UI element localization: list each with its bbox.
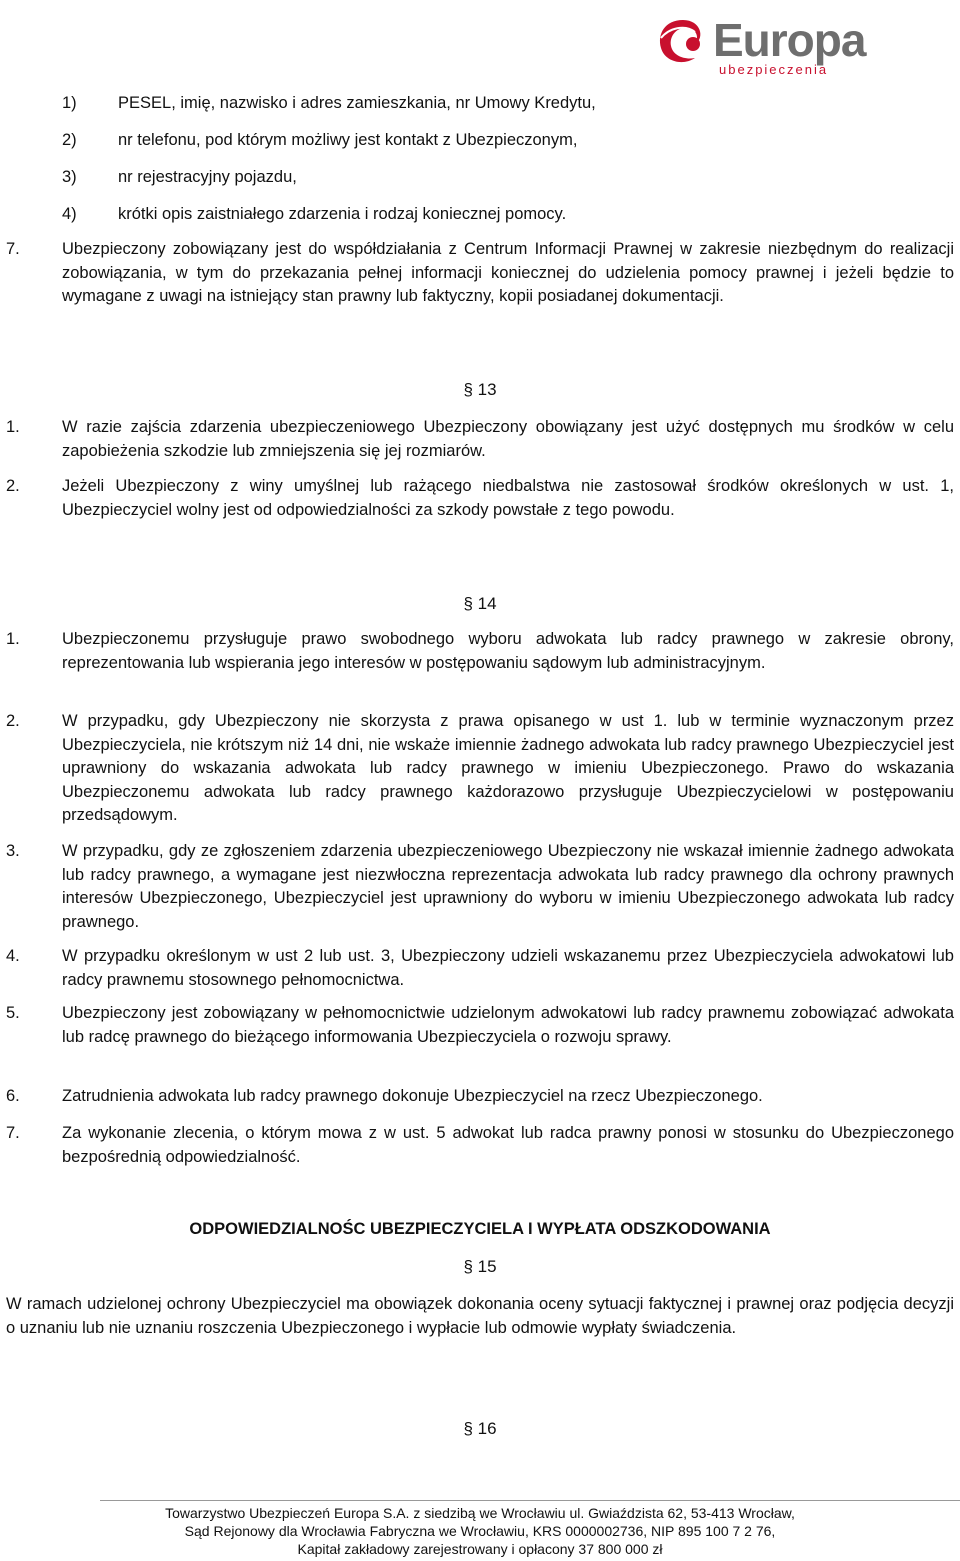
section-15-mark: § 15 — [463, 1257, 497, 1276]
section-number: 14 — [477, 594, 497, 613]
section-14-item-1 — [6, 628, 954, 675]
logo-tagline-text: ubezpieczenia — [719, 62, 829, 77]
page-footer — [0, 1504, 960, 1558]
paragraph-number: 7. — [6, 1124, 20, 1142]
paragraph-number: 1. — [6, 418, 20, 436]
section-heading: ODPOWIEDZIALNOŚC UBEZPIECZYCIELA I WYPŁATA ODSZKODOWANIA — [189, 1220, 771, 1238]
section-14-item-2 — [6, 710, 954, 828]
list-item — [62, 93, 596, 113]
europa-logo-graphic — [655, 8, 955, 78]
section-number: 15 — [477, 1257, 497, 1276]
paragraph-text: W przypadku określonym w ust 2 lub ust. 3, Ubezpieczony udzieli wskazanemu przez Ubezpieczyciela adwokatowi lub radcy prawnemu stosownego pełnomocnictwa. — [62, 947, 954, 989]
paragraph-number: 5. — [6, 1004, 20, 1022]
section-13-item-2 — [6, 475, 954, 522]
paragraph-number: 7. — [6, 240, 20, 258]
footer-line: Towarzystwo Ubezpieczeń Europa S.A. z siedzibą we Wrocławiu ul. Gwiaździsta 62, 53-413 Wrocław, — [165, 1505, 795, 1521]
paragraph-number: 2. — [6, 477, 20, 495]
footer-line: Kapitał zakładowy zarejestrowany i opłacony 37 800 000 zł — [297, 1541, 663, 1557]
section-14-mark: § 14 — [463, 594, 497, 613]
paragraph-text: W przypadku, gdy Ubezpieczony nie skorzysta z prawa opisanego w ust 1. lub w terminie wyznaczonym przez Ubezpieczyciela, nie krótszym niż 14 dni, nie wskaże imiennie żadnego adwokata lub radcy prawnego Ubezpieczyciel jest uprawniony do wskazania adwokata lub radcy prawnego w imieniu Ubezpieczonego. Prawo do wskazania Ubezpieczonemu adwokata lub radcy prawnego każdorazowo przysługuje Ubezpieczycielowi w postępowaniu przedsądowym. — [62, 712, 954, 824]
footer-line: Sąd Rejonowy dla Wrocławia Fabryczna we Wrocławiu, KRS 0000002736, NIP 895 100 7 2 76, — [184, 1523, 776, 1539]
section-14-item-6 — [6, 1085, 954, 1109]
paragraph-number: 6. — [6, 1087, 20, 1105]
list-item-text: krótki opis zaistniałego zdarzenia i rodzaj koniecznej pomocy. — [118, 205, 567, 223]
list-item-text: nr telefonu, pod którym możliwy jest kontakt z Ubezpieczonym, — [118, 131, 578, 149]
list-item-text: nr rejestracyjny pojazdu, — [118, 168, 297, 186]
europa-logo — [655, 8, 955, 78]
list-item-text: PESEL, imię, nazwisko i adres zamieszkania, nr Umowy Kredytu, — [118, 94, 596, 112]
paragraph-text: Ubezpieczony zobowiązany jest do współdziałania z Centrum Informacji Prawnej w zakresie niezbędnym do realizacji zobowiązania, w tym do przekazania pełnej informacji koniecznej do udzielenia pomocy prawnej i jeżeli będzie to wymagane z uwagi na istniejący stan prawny lub faktyczny, kopii posiadanej dokumentacji. — [62, 240, 954, 305]
paragraph-text: Ubezpieczony jest zobowiązany w pełnomocnictwie udzielonym adwokatowi lub radcy prawnemu zobowiązać adwokata lub radcę prawnego do bieżącego informowania Ubezpieczyciela o rozwoju sprawy. — [62, 1004, 954, 1046]
list-item-number: 1) — [62, 94, 77, 112]
paragraph-text: Zatrudnienia adwokata lub radcy prawnego dokonuje Ubezpieczyciel na rzecz Ubezpieczonego. — [62, 1087, 763, 1105]
list-item — [62, 130, 577, 150]
list-item-number: 2) — [62, 131, 77, 149]
logo-brand-text: Europa — [713, 14, 866, 66]
paragraph-text: Za wykonanie zlecenia, o którym mowa z w ust. 5 adwokat lub radca prawny ponosi w stosunku do Ubezpieczonego bezpośrednią odpowiedzialność. — [62, 1124, 954, 1166]
section-14-item-7 — [6, 1122, 954, 1169]
list-item-number: 4) — [62, 205, 77, 223]
section-number: 13 — [477, 380, 497, 399]
section-15-paragraph — [6, 1293, 954, 1340]
paragraph-number: 3. — [6, 842, 20, 860]
paragraph-text: W razie zajścia zdarzenia ubezpieczeniowego Ubezpieczony obowiązany jest użyć dostępnych mu środków w celu zapobieżenia szkodzie lub zmniejszenia się jej rozmiarów. — [62, 418, 954, 460]
section-14-item-3 — [6, 840, 954, 934]
paragraph-number: 4. — [6, 947, 20, 965]
paragraph-text: Ubezpieczonemu przysługuje prawo swobodnego wyboru adwokata lub radcy prawnego w zakresie obrony, reprezentowania lub wspierania jego interesów w postępowaniu sądowym lub administracyjnym. — [62, 630, 954, 672]
section-16-mark: § 16 — [463, 1419, 497, 1438]
paragraph-text: Jeżeli Ubezpieczony z winy umyślnej lub rażącego niedbalstwa nie zastosował środków określonych w ust. 1, Ubezpieczyciel wolny jest od odpowiedzialności za szkody powstałe z tego powodu. — [62, 477, 954, 519]
list-item — [62, 204, 566, 224]
list-item — [62, 167, 297, 187]
list-item-number: 3) — [62, 168, 77, 186]
section-14-item-5 — [6, 1002, 954, 1049]
section-14-item-4 — [6, 945, 954, 992]
paragraph-text: W przypadku, gdy ze zgłoszeniem zdarzenia ubezpieczeniowego Ubezpieczony nie wskazał imiennie żadnego adwokata lub radcy prawnego, a wymagane jest niezwłoczna reprezentacja adwokata lub radcy prawnego dla ochrony prawnych interesów Ubezpieczonego, Ubezpieczyciel jest uprawniony do wyboru w imieniu Ubezpieczonego adwokata lub radcy prawnego. — [62, 842, 954, 931]
section-13-mark: § 13 — [463, 380, 497, 399]
paragraph-number: 2. — [6, 712, 20, 730]
footer-divider — [100, 1500, 960, 1501]
paragraph-number: 1. — [6, 630, 20, 648]
section-13-item-1 — [6, 416, 954, 463]
paragraph-text: W ramach udzielonej ochrony Ubezpieczyciel ma obowiązek dokonania oceny sytuacji faktycznej i prawnej oraz podjęcia decyzji o uznaniu lub nie uznaniu roszczenia Ubezpieczonego i wypłacie lub odmowie wypłaty świadczenia. — [6, 1295, 954, 1337]
section-number: 16 — [477, 1419, 497, 1438]
paragraph-7 — [6, 238, 954, 309]
